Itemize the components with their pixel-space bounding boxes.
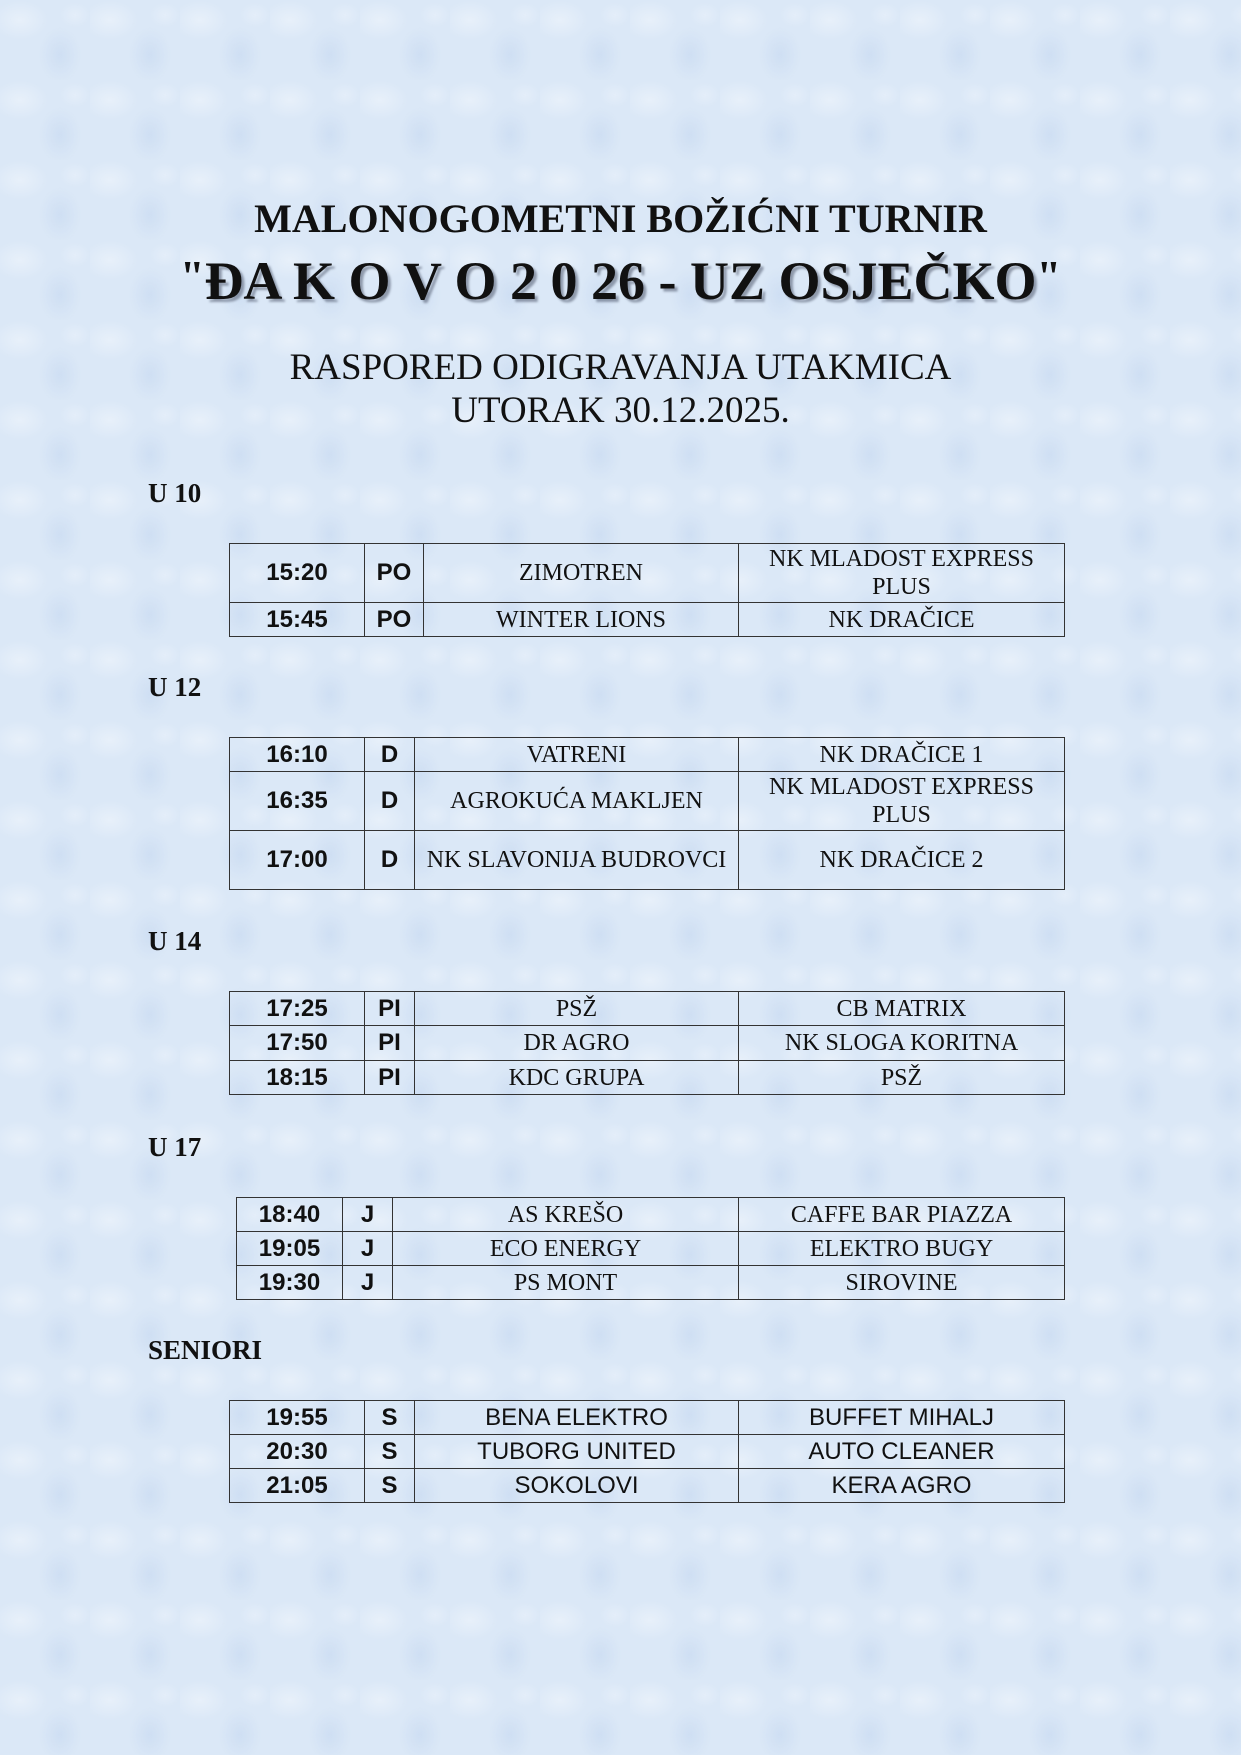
schedule-table-u17 — [236, 1197, 1065, 1300]
match-group: PO — [365, 544, 424, 603]
away-team: NK MLADOST EXPRESS PLUS — [739, 544, 1065, 603]
table-row — [230, 831, 1065, 890]
match-time: 19:30 — [237, 1266, 343, 1300]
schedule-heading: RASPORED ODIGRAVANJA UTAKMICA — [289, 347, 952, 388]
tournament-name: ĐA K O V O 2 0 26 - UZ OSJEČKO — [204, 251, 1037, 311]
match-time: 15:20 — [230, 544, 365, 603]
table-row — [230, 992, 1065, 1026]
away-team: CAFFE BAR PIAZZA — [739, 1198, 1065, 1232]
table-row — [237, 1232, 1065, 1266]
table-row — [230, 1026, 1065, 1061]
away-team: ELEKTRO BUGY — [739, 1232, 1065, 1266]
table-row — [230, 603, 1065, 637]
match-time: 16:35 — [230, 772, 365, 831]
match-group: J — [343, 1266, 393, 1300]
match-group: S — [365, 1401, 415, 1435]
schedule-table-u10 — [229, 543, 1065, 637]
tournament-title: MALONOGOMETNI BOŽIĆNI TURNIR — [254, 196, 987, 241]
match-time: 18:15 — [230, 1061, 365, 1095]
match-time: 20:30 — [230, 1435, 365, 1469]
home-team: PS MONT — [393, 1266, 739, 1300]
table-row — [230, 1435, 1065, 1469]
quote-open: " — [180, 252, 205, 301]
away-team: KERA AGRO — [739, 1469, 1065, 1503]
match-group: S — [365, 1435, 415, 1469]
home-team: NK SLAVONIJA BUDROVCI — [415, 831, 739, 890]
match-group: J — [343, 1198, 393, 1232]
home-team: SOKOLOVI — [415, 1469, 739, 1503]
table-row — [230, 1469, 1065, 1503]
match-time: 15:45 — [230, 603, 365, 637]
table-row — [230, 1061, 1065, 1095]
match-group: D — [365, 772, 415, 831]
schedule-table-seniori — [229, 1400, 1065, 1503]
tournament-subtitle — [0, 246, 1241, 312]
schedule-date: UTORAK 30.12.2025. — [451, 390, 790, 431]
section-label-u14: U 14 — [148, 926, 202, 956]
home-team: ZIMOTREN — [424, 544, 739, 603]
table-row — [230, 1401, 1065, 1435]
home-team: DR AGRO — [415, 1026, 739, 1061]
away-team: BUFFET MIHALJ — [739, 1401, 1065, 1435]
match-group: S — [365, 1469, 415, 1503]
section-label-u10: U 10 — [148, 478, 202, 508]
away-team: NK MLADOST EXPRESS PLUS — [739, 772, 1065, 831]
away-team: SIROVINE — [739, 1266, 1065, 1300]
match-group: PI — [365, 1061, 415, 1095]
match-time: 16:10 — [230, 738, 365, 772]
away-team: CB MATRIX — [739, 992, 1065, 1026]
match-group: J — [343, 1232, 393, 1266]
quote-close: " — [1036, 252, 1061, 301]
home-team: KDC GRUPA — [415, 1061, 739, 1095]
schedule-table-u12 — [229, 737, 1065, 890]
away-team: NK DRAČICE 1 — [739, 738, 1065, 772]
home-team: ECO ENERGY — [393, 1232, 739, 1266]
match-group: D — [365, 738, 415, 772]
home-team: WINTER LIONS — [424, 603, 739, 637]
schedule-table-u14 — [229, 991, 1065, 1095]
away-team: PSŽ — [739, 1061, 1065, 1095]
away-team: NK DRAČICE 2 — [739, 831, 1065, 890]
match-group: PI — [365, 1026, 415, 1061]
home-team: AGROKUĆA MAKLJEN — [415, 772, 739, 831]
match-time: 17:25 — [230, 992, 365, 1026]
match-group: PO — [365, 603, 424, 637]
match-time: 19:05 — [237, 1232, 343, 1266]
match-time: 17:50 — [230, 1026, 365, 1061]
table-row — [230, 738, 1065, 772]
away-team: NK SLOGA KORITNA — [739, 1026, 1065, 1061]
away-team: NK DRAČICE — [739, 603, 1065, 637]
home-team: TUBORG UNITED — [415, 1435, 739, 1469]
match-time: 21:05 — [230, 1469, 365, 1503]
home-team: AS KREŠO — [393, 1198, 739, 1232]
section-label-u12: U 12 — [148, 672, 202, 702]
home-team: PSŽ — [415, 992, 739, 1026]
table-row — [237, 1266, 1065, 1300]
table-row — [230, 772, 1065, 831]
section-label-seniori: SENIORI — [148, 1335, 263, 1365]
match-group: D — [365, 831, 415, 890]
home-team: BENA ELEKTRO — [415, 1401, 739, 1435]
section-label-u17: U 17 — [148, 1132, 202, 1162]
table-row — [237, 1198, 1065, 1232]
match-time: 19:55 — [230, 1401, 365, 1435]
home-team: VATRENI — [415, 738, 739, 772]
match-group: PI — [365, 992, 415, 1026]
match-time: 18:40 — [237, 1198, 343, 1232]
match-time: 17:00 — [230, 831, 365, 890]
table-row — [230, 544, 1065, 603]
away-team: AUTO CLEANER — [739, 1435, 1065, 1469]
